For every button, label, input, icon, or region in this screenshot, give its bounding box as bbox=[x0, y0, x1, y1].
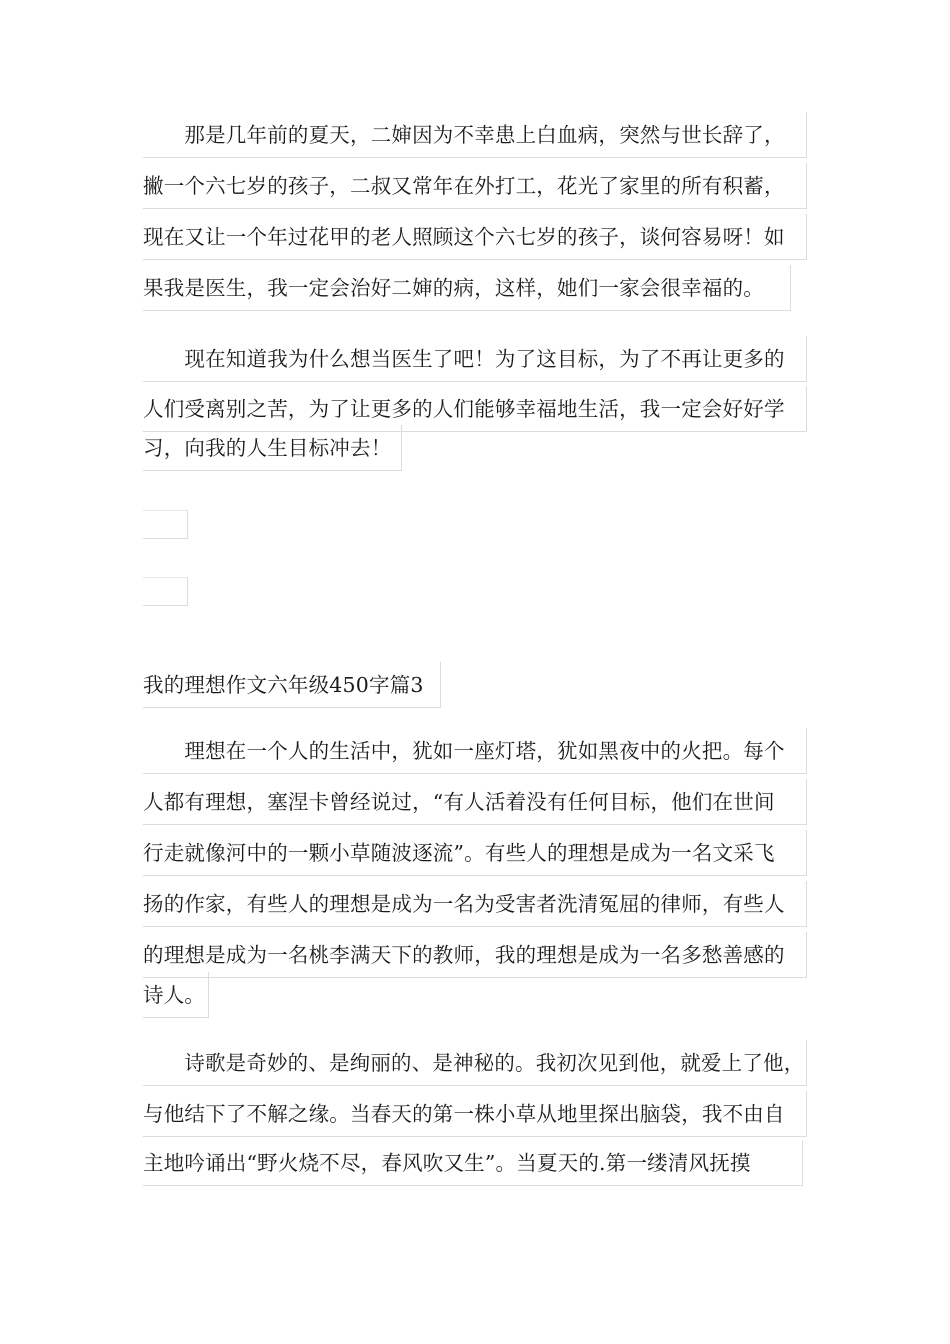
paragraph-line: 撇一个六七岁的孩子，二叔又常年在外打工，花光了家里的所有积蓄， bbox=[143, 163, 807, 209]
section-heading: 我的理想作文六年级450字篇3 bbox=[143, 662, 441, 708]
paragraph-line: 现在又让一个年过花甲的老人照顾这个六七岁的孩子，谈何容易呀！如 bbox=[143, 214, 807, 260]
paragraph-line: 那是几年前的夏天，二婶因为不幸患上白血病，突然与世长辞了， bbox=[143, 112, 807, 158]
paragraph-line: 行走就像河中的一颗小草随波逐流”。有些人的理想是成为一名文采飞 bbox=[143, 830, 807, 876]
paragraph-line: 主地吟诵出“野火烧不尽，春风吹又生”。当夏天的.第一缕清风抚摸 bbox=[143, 1140, 803, 1186]
paragraph-line: 诗歌是奇妙的、是绚丽的、是神秘的。我初次见到他，就爱上了他， bbox=[143, 1040, 807, 1086]
empty-line-box bbox=[143, 577, 188, 606]
paragraph-line: 的理想是成为一名桃李满天下的教师，我的理想是成为一名多愁善感的 bbox=[143, 932, 807, 978]
paragraph-line: 与他结下了不解之缘。当春天的第一株小草从地里探出脑袋，我不由自 bbox=[143, 1091, 807, 1137]
paragraph-line: 人都有理想，塞涅卡曾经说过，“有人活着没有任何目标，他们在世间 bbox=[143, 779, 807, 825]
paragraph-line: 理想在一个人的生活中，犹如一座灯塔，犹如黑夜中的火把。每个 bbox=[143, 728, 807, 774]
paragraph-line: 扬的作家，有些人的理想是成为一名为受害者洗清冤屈的律师，有些人 bbox=[143, 881, 807, 927]
paragraph-line: 果我是医生，我一定会治好二婶的病，这样，她们一家会很幸福的。 bbox=[143, 265, 791, 311]
paragraph-line: 习，向我的人生目标冲去！ bbox=[143, 425, 402, 471]
paragraph-line: 人们受离别之苦，为了让更多的人们能够幸福地生活，我一定会好好学 bbox=[143, 386, 807, 432]
empty-line-box bbox=[143, 510, 188, 539]
paragraph-line: 诗人。 bbox=[143, 972, 209, 1018]
paragraph-line: 现在知道我为什么想当医生了吧！为了这目标，为了不再让更多的 bbox=[143, 336, 807, 382]
